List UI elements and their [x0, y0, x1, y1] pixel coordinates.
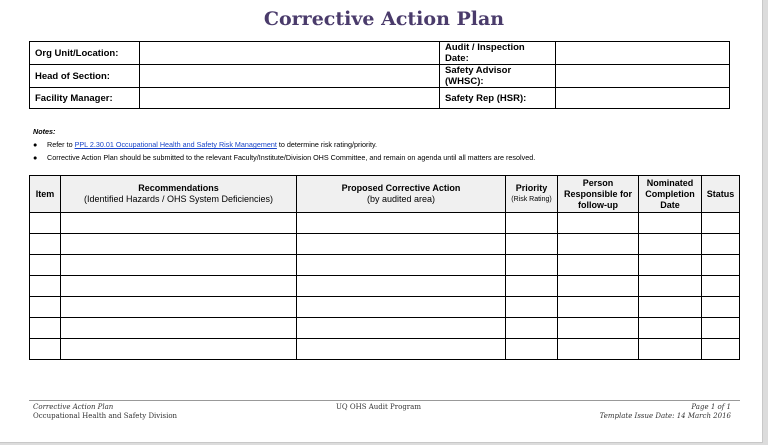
footer-issue-date: Template Issue Date: 14 March 2016 — [599, 412, 731, 420]
notes-item-1-suffix: to determine risk rating/priority. — [276, 140, 378, 149]
audit-date-field[interactable] — [556, 42, 730, 65]
col-recommendations-title: Recommendations — [138, 183, 219, 193]
page-title: Corrective Action Plan — [263, 8, 505, 30]
col-status-header: Status — [702, 176, 740, 213]
safety-advisor-label: Safety Advisor (WHSC): — [440, 65, 556, 88]
table-row — [30, 318, 740, 339]
footer-center: UQ OHS Audit Program — [336, 403, 421, 411]
head-section-field[interactable] — [140, 65, 440, 88]
facility-manager-field[interactable] — [140, 88, 440, 109]
bullet-icon: ● — [33, 153, 38, 162]
col-recommendations-header — [61, 176, 297, 213]
col-priority-title: Priority — [515, 183, 548, 193]
bullet-icon: ● — [33, 140, 38, 149]
footer-division: Occupational Health and Safety Division — [33, 412, 178, 420]
col-proposed-header — [297, 176, 506, 213]
col-priority-header — [506, 176, 558, 213]
notes-item-2 — [33, 151, 535, 164]
footer-divider — [29, 400, 740, 401]
col-priority-sub: (Risk Rating) — [511, 196, 552, 203]
notes-item-1 — [33, 138, 535, 151]
audit-date-label: Audit / Inspection Date: — [440, 42, 556, 65]
corrective-action-table — [29, 175, 740, 360]
info-table — [29, 41, 730, 109]
col-item-header: Item — [30, 176, 61, 213]
table-row — [30, 213, 740, 234]
ppl-link[interactable]: PPL 2.30.01 Occupational Health and Safety Risk Management — [74, 140, 277, 149]
notes-header: Notes: — [33, 127, 56, 136]
notes-item-1-prefix: Refer to — [47, 140, 75, 149]
col-person-header: Person Responsible for follow-up — [558, 176, 639, 213]
safety-rep-field[interactable] — [556, 88, 730, 109]
col-proposed-title: Proposed Corrective Action — [341, 183, 461, 193]
table-row — [30, 255, 740, 276]
notes-section — [33, 125, 535, 164]
footer-doc-title: Corrective Action Plan — [33, 403, 114, 411]
table-row — [30, 339, 740, 360]
head-section-label: Head of Section: — [30, 65, 140, 88]
table-header-row — [30, 176, 740, 213]
table-row — [30, 234, 740, 255]
table-row — [30, 276, 740, 297]
col-nominated-header: Nominated Completion Date — [639, 176, 702, 213]
footer-page-number: Page 1 of 1 — [691, 403, 731, 411]
col-proposed-sub: (by audited area) — [366, 194, 436, 204]
org-unit-field[interactable] — [140, 42, 440, 65]
notes-item-2-text: Corrective Action Plan should be submitted to the relevant Faculty/Institute/Division OHS Committee, and remain on agenda until all matters are resolved. — [47, 153, 536, 162]
org-unit-label: Org Unit/Location: — [30, 42, 140, 65]
footer-left — [33, 403, 177, 421]
col-recommendations-sub: (Identified Hazards / OHS System Deficiencies) — [83, 194, 274, 204]
safety-rep-label: Safety Rep (HSR): — [440, 88, 556, 109]
safety-advisor-field[interactable] — [556, 65, 730, 88]
footer-right — [600, 403, 731, 421]
table-row — [30, 297, 740, 318]
facility-manager-label: Facility Manager: — [30, 88, 140, 109]
